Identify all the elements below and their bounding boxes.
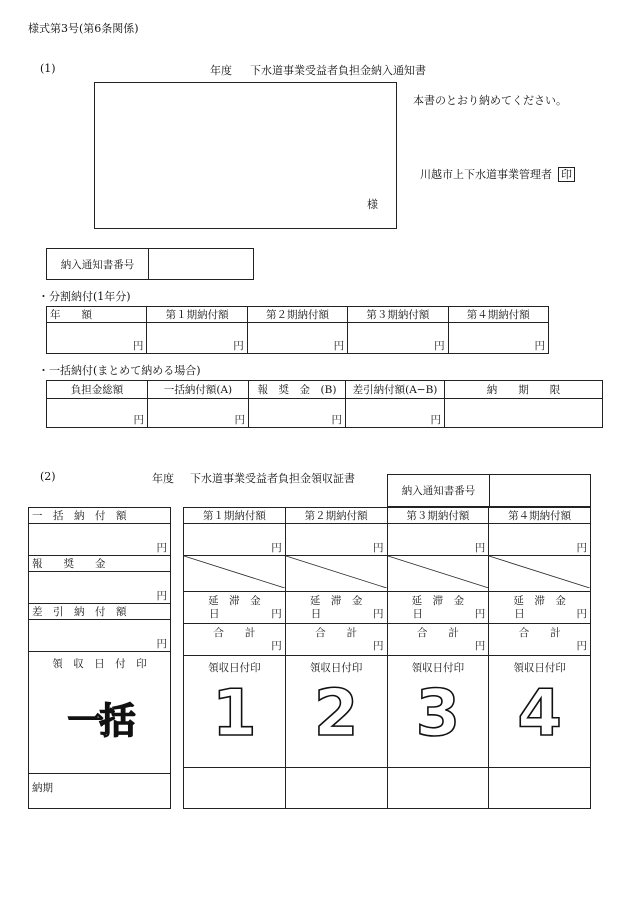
- late-fee-cell[interactable]: [489, 592, 591, 624]
- total-label: 合 計: [315, 626, 358, 639]
- diagonal-line: [184, 556, 285, 588]
- lump-stamp-text: 一括: [67, 701, 132, 742]
- stamp-cell[interactable]: [387, 656, 489, 768]
- amount-cell[interactable]: 円: [184, 524, 286, 556]
- installment-heading: ・分割納付(1年分): [38, 290, 131, 303]
- stamp-cell[interactable]: [489, 656, 591, 768]
- total-label: 合 計: [518, 626, 561, 639]
- deadline-cell[interactable]: [445, 399, 603, 428]
- yen-label: 円: [474, 639, 486, 652]
- installment-header: 第２期納付額: [247, 307, 347, 323]
- instruction-text: 本書のとおり納めてください。: [413, 94, 567, 107]
- deadline-cell[interactable]: [387, 768, 489, 809]
- notice-number-value[interactable]: [149, 249, 254, 280]
- yen-label: 円: [271, 607, 282, 620]
- stamp-label: 領収日付印: [411, 662, 465, 674]
- amount-cell[interactable]: 円: [387, 524, 489, 556]
- lump-label: 一 括 納 付 額: [29, 508, 171, 524]
- stamp-number: 2: [313, 677, 359, 751]
- amount-cell[interactable]: 円: [29, 524, 171, 556]
- installment-header: 第１期納付額: [147, 307, 247, 323]
- section-2-number: (2): [40, 470, 56, 483]
- amount-cell[interactable]: 円: [147, 323, 247, 354]
- receipt-notice-number-value[interactable]: [490, 475, 591, 507]
- total-cell[interactable]: [387, 624, 489, 656]
- lump-header: 報 奨 金 (B): [249, 381, 346, 399]
- notice-number-label: 納入通知書番号: [47, 249, 149, 280]
- yen-label: 円: [373, 607, 384, 620]
- late-fee-label: 延 滞 金: [208, 594, 261, 607]
- receipt-left-table: [28, 507, 171, 809]
- seal-mark: 印: [558, 167, 575, 182]
- late-fee-label: 延 滞 金: [411, 594, 465, 607]
- reward-label: 報 奨 金: [29, 556, 171, 572]
- diagonal-cell: [387, 556, 489, 592]
- amount-cell[interactable]: 円: [489, 524, 591, 556]
- notice-title-year: 年度: [210, 64, 232, 77]
- deadline-cell[interactable]: [184, 768, 286, 809]
- receipt-notice-number-table: [387, 474, 591, 507]
- stamp-number: 1: [212, 677, 257, 751]
- period-header: 第２期納付額: [285, 508, 387, 524]
- days-label: 日: [514, 607, 525, 620]
- lump-header: 差引納付額(A−B): [346, 381, 445, 399]
- lump-table: [46, 380, 603, 428]
- stamp-cell[interactable]: [184, 656, 286, 768]
- days-label: 日: [412, 607, 423, 620]
- addressee-box[interactable]: [94, 82, 397, 229]
- total-label: 合 計: [213, 626, 256, 639]
- diagonal-cell: [184, 556, 286, 592]
- stamp-cell[interactable]: [285, 656, 387, 768]
- yen-label: 円: [474, 607, 486, 620]
- lump-header: 負担金総額: [47, 381, 148, 399]
- amount-cell[interactable]: 円: [29, 620, 171, 652]
- amount-cell[interactable]: 円: [47, 399, 148, 428]
- period-header: 第１期納付額: [184, 508, 286, 524]
- amount-cell[interactable]: 円: [249, 399, 346, 428]
- stamp-label: 領収日付印: [208, 662, 261, 674]
- stamp-label: 領 収 日 付 印: [52, 658, 147, 670]
- lump-heading: ・一括納付(まとめて納める場合): [38, 364, 201, 377]
- deadline-cell[interactable]: [285, 768, 387, 809]
- amount-cell[interactable]: 円: [47, 323, 147, 354]
- notice-title: 下水道事業受益者負担金納入通知書: [250, 64, 426, 77]
- deadline-label: 納期: [29, 774, 171, 809]
- late-fee-cell[interactable]: [387, 592, 489, 624]
- amount-cell[interactable]: 円: [285, 524, 387, 556]
- diagonal-cell: [489, 556, 591, 592]
- amount-cell[interactable]: 円: [247, 323, 347, 354]
- installment-table: [46, 306, 549, 354]
- amount-cell[interactable]: 円: [29, 572, 171, 604]
- receipt-notice-number-label: 納入通知書番号: [388, 475, 490, 507]
- yen-label: 円: [576, 607, 587, 620]
- section-1-number: (1): [40, 62, 56, 75]
- late-fee-cell[interactable]: [184, 592, 286, 624]
- amount-cell[interactable]: 円: [348, 323, 448, 354]
- stamp-number: 4: [517, 677, 562, 751]
- installment-header: 第３期納付額: [348, 307, 448, 323]
- stamp-label: 領収日付印: [309, 662, 363, 674]
- installment-header: 第４期納付額: [448, 307, 548, 323]
- period-header: 第４期納付額: [489, 508, 591, 524]
- late-fee-label: 延 滞 金: [513, 594, 566, 607]
- issuer: [420, 166, 575, 182]
- form-number: 様式第3号(第6条関係): [28, 22, 139, 35]
- total-label: 合 計: [416, 626, 459, 639]
- notice-number-table: [46, 248, 254, 280]
- yen-label: 円: [576, 639, 587, 652]
- receipt-title: 下水道事業受益者負担金領収証書: [190, 472, 355, 485]
- diagonal-line: [286, 556, 387, 588]
- stamp-number: 3: [415, 677, 461, 751]
- days-label: 日: [310, 607, 322, 620]
- days-label: 日: [209, 607, 220, 620]
- installment-header: 年 額: [47, 307, 147, 323]
- receipt-title-year: 年度: [152, 472, 174, 485]
- deadline-cell[interactable]: [489, 768, 591, 809]
- net-label: 差 引 納 付 額: [29, 604, 171, 620]
- lump-header: 納 期 限: [445, 381, 603, 399]
- issuer-name: 川越市上下水道事業管理者: [420, 168, 552, 181]
- receipt-period-table: [183, 507, 591, 809]
- total-cell[interactable]: [489, 624, 591, 656]
- late-fee-label: 延 滞 金: [309, 594, 363, 607]
- amount-cell[interactable]: 円: [448, 323, 548, 354]
- yen-label: 円: [271, 639, 282, 652]
- amount-cell[interactable]: 円: [346, 399, 445, 428]
- diagonal-line: [489, 556, 590, 588]
- diagonal-cell: [285, 556, 387, 592]
- stamp-label: 領収日付印: [513, 662, 566, 674]
- yen-label: 円: [373, 639, 384, 652]
- diagonal-line: [388, 556, 489, 588]
- lump-header: 一括納付額(A): [148, 381, 249, 399]
- total-cell[interactable]: [285, 624, 387, 656]
- total-cell[interactable]: [184, 624, 286, 656]
- amount-cell[interactable]: 円: [148, 399, 249, 428]
- addressee-suffix: 様: [367, 198, 378, 211]
- period-header: 第３期納付額: [387, 508, 489, 524]
- stamp-cell[interactable]: [29, 652, 171, 774]
- late-fee-cell[interactable]: [285, 592, 387, 624]
